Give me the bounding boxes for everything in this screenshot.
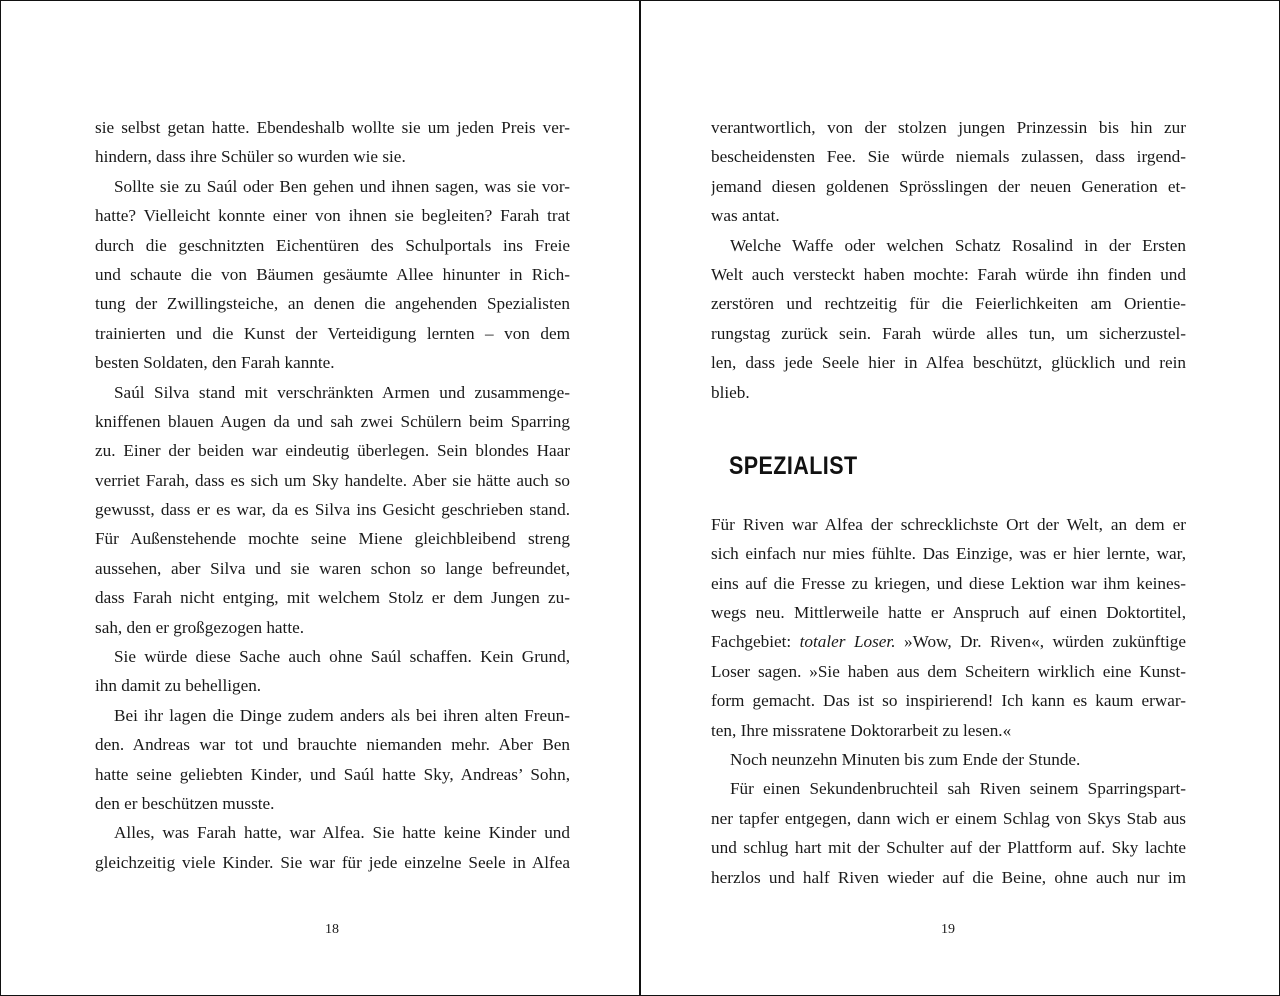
right-page [711,113,1186,892]
text-line: tung der Zwillingsteiche, an denen die angehenden Spezialisten [95,294,570,314]
text-line: jemand diesen goldenen Sprösslingen der neuen Generation et- [711,176,1186,196]
text-line: Sollte sie zu Saúl oder Ben gehen und ihnen sagen, was sie vor- [114,176,570,196]
text-line: blieb. [711,382,750,402]
text-line: sah, den er großgezogen hatte. [95,617,305,637]
text-line: Welt auch versteckt haben mochte: Farah würde ihn finden und [711,264,1186,284]
text-line: besten Soldaten, den Farah kannte. [95,353,335,373]
text-segment: »Wow, Dr. Riven«, würden zukünftige [904,632,1186,652]
text-line: Saúl Silva stand mit verschränkten Armen und zusammenge- [114,382,570,402]
text-line: sie selbst getan hatte. Ebendeshalb wollte sie um jeden Preis ver- [95,118,570,137]
text-line: dass Farah nicht entging, mit welchem Stolz er dem Jungen zu- [95,588,570,608]
section-heading: SPEZIALIST [729,451,858,480]
text-line: herzlos und half Riven wieder auf die Beine, ohne auch nur im [711,867,1186,887]
text-line: Für einen Sekundenbruchteil sah Riven seinem Sparringspart- [730,779,1186,799]
text-line: Alles, was Farah hatte, war Alfea. Sie hatte keine Kinder und [114,823,570,843]
page-number-right: 19 [941,922,955,937]
text-line: trainierten und die Kunst der Verteidigung lernten – von dem [95,323,570,343]
text-line: den er beschützen musste. [95,793,275,813]
text-line: den. Andreas war tot und brauchte niemanden mehr. Aber Ben [95,735,570,755]
text-line: hatte? Vielleicht konnte einer von ihnen sie begleiten? Farah trat [95,206,570,226]
text-line: Sie würde diese Sache auch ohne Saúl schaffen. Kein Grund, [114,647,570,667]
text-line-mixed [711,627,1186,656]
text-line: Für Außenstehende mochte seine Miene gleichbleibend streng [95,529,570,549]
text-line: Bei ihr lagen die Dinge zudem anders als bei ihren alten Freun- [114,705,570,725]
text-line: sich einfach nur mies fühlte. Das Einzige, was er hier lernte, war, [711,544,1186,564]
italic-phrase: totaler Loser. [799,632,896,652]
text-line: zu. Einer der beiden war eindeutig überlegen. Sein blondes Haar [95,441,570,461]
text-line: ner tapfer entgegen, dann wich er einem Schlag von Skys Stab aus [711,808,1186,828]
text-line: ten, Ihre missratene Doktorarbeit zu lesen.« [711,720,1012,740]
text-line: Für Riven war Alfea der schrecklichste Ort der Welt, an dem er [711,514,1186,534]
text-line: bescheidensten Fee. Sie würde niemals zulassen, dass irgend- [711,147,1186,167]
text-line: Noch neunzehn Minuten bis zum Ende der Stunde. [730,750,1081,770]
text-line: gleichzeitig viele Kinder. Sie war für jede einzelne Seele in Alfea [95,852,570,872]
page-gutter [639,0,641,996]
text-line: ihn damit zu behelligen. [95,676,262,696]
text-line: wegs neu. Mittlerweile hatte er Anspruch auf einen Doktortitel, [711,603,1186,623]
text-line: eins auf die Fresse zu kriegen, und diese Lektion war ihm keines- [711,573,1186,593]
text-line: durch die geschnitzten Eichentüren des Schulportals ins Freie [95,235,570,255]
text-line: form gemacht. Das ist so inspirierend! Ich kann es kaum erwar- [711,691,1186,711]
right-page-text-top [711,113,1186,407]
text-line: rungstag zurück sein. Farah würde alles tun, um sicherzustel- [711,323,1186,343]
text-line: aussehen, aber Silva und sie waren schon so lange befreundet, [95,558,570,578]
text-line: und schlug hart mit der Schulter auf der Plattform auf. Sky lachte [711,838,1186,858]
text-line: kniffenen blauen Augen da und sah zwei Schülern beim Sparring [95,411,570,431]
text-line: len, dass jede Seele hier in Alfea beschützt, glücklich und rein [711,353,1186,373]
text-line: hindern, dass ihre Schüler so wurden wie sie. [95,147,406,167]
text-segment: Fachgebiet: [711,632,800,652]
text-line: gewusst, dass er es war, da es Silva ins Gesicht geschrieben stand. [95,500,570,520]
text-line: und schaute die von Bäumen gesäumte Allee hinunter in Rich- [95,264,570,284]
text-line: verantwortlich, von der stolzen jungen Prinzessin bis hin zur [711,118,1186,137]
left-page [95,113,570,877]
text-line: hatte seine geliebten Kinder, und Saúl hatte Sky, Andreas’ Sohn, [95,764,570,784]
text-line: Loser sagen. »Sie haben aus dem Scheitern wirklich eine Kunst- [711,661,1186,681]
text-line: zerstören und rechtzeitig für die Feierlichkeiten am Orientie- [711,294,1186,314]
heading-spacer [711,481,1186,510]
text-line: verriet Farah, dass es sich um Sky handelte. Aber sie hätte auch so [95,470,570,490]
page-number-left: 18 [325,922,339,937]
left-page-text [95,113,570,877]
text-line: was antat. [711,206,780,226]
right-page-text-bottom [711,510,1186,892]
text-line: Welche Waffe oder welchen Schatz Rosalind in der Ersten [730,235,1186,255]
